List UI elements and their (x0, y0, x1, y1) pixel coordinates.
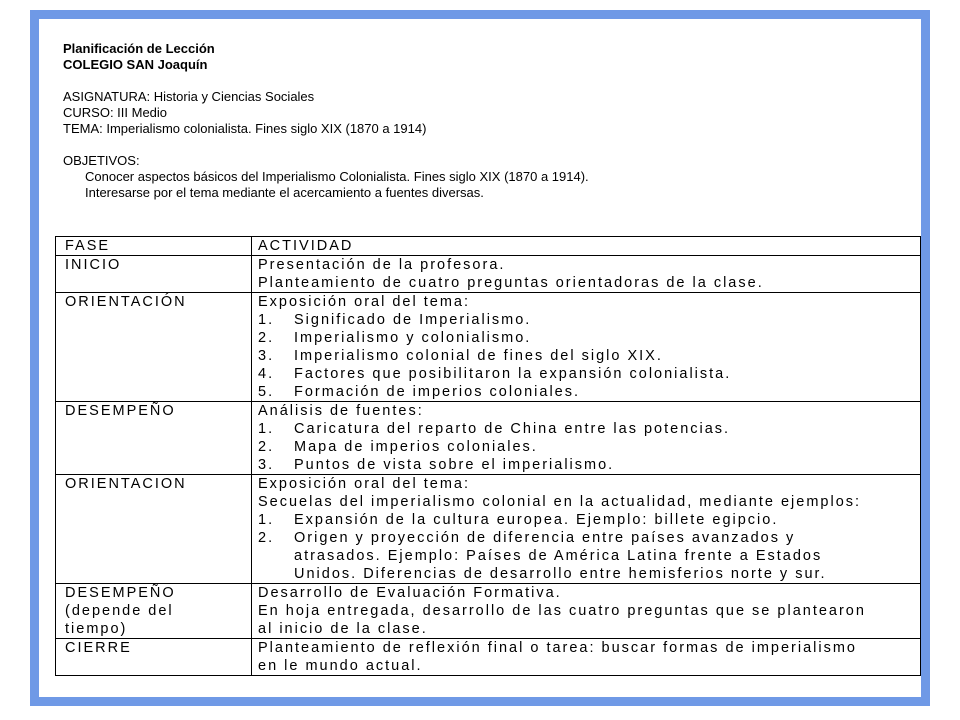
item-text: Origen y proyección de diferencia entre países avanzados y (294, 530, 796, 546)
activity-line: Presentación de la profesora. (258, 257, 506, 273)
item-text: Caricatura del reparto de China entre las potencias. (294, 421, 731, 437)
lesson-header (63, 41, 589, 201)
item-text: Significado de Imperialismo. (294, 312, 532, 328)
table-row (56, 293, 921, 402)
phase-label: CIERRE (65, 640, 132, 656)
item-number: 4. (258, 366, 275, 382)
table-row (56, 639, 921, 676)
activity-intro: Exposición oral del tema: (258, 294, 470, 310)
item-number: 3. (258, 348, 275, 364)
phase-cell (56, 402, 252, 475)
item-text: Puntos de vista sobre el imperialismo. (294, 457, 615, 473)
activity-line: Desarrollo de Evaluación Formativa. (258, 585, 562, 601)
list-item (258, 365, 914, 383)
activity-cell (252, 584, 921, 639)
phase-cell (56, 293, 252, 402)
phase-cell (56, 256, 252, 293)
item-text: Formación de imperios coloniales. (294, 384, 581, 400)
list-item (258, 529, 914, 547)
item-number: 3. (258, 457, 275, 473)
item-number: 1. (258, 312, 275, 328)
list-item (258, 438, 914, 456)
activity-cell (252, 293, 921, 402)
activity-line: Planteamiento de reflexión final o tarea: buscar formas de imperialismo (258, 640, 857, 656)
item-text: Imperialismo y colonialismo. (294, 330, 532, 346)
phase-label: DESEMPEÑO (65, 403, 176, 419)
table-row (56, 584, 921, 639)
table-row (56, 475, 921, 584)
item-text: Expansión de la cultura europea. Ejemplo: billete egipcio. (294, 512, 779, 528)
item-number: 5. (258, 384, 275, 400)
subject-line: ASIGNATURA: Historia y Ciencias Sociales (63, 89, 315, 104)
list-item (258, 347, 914, 365)
phase-label: DESEMPEÑO (65, 585, 176, 601)
phase-label: ORIENTACION (65, 476, 187, 492)
activity-line: Planteamiento de cuatro preguntas orientadoras de la clase. (258, 275, 764, 291)
phase-cell (56, 584, 252, 639)
item-text: Factores que posibilitaron la expansión colonialista. (294, 366, 732, 382)
column-header-actividad: ACTIVIDAD (252, 237, 921, 256)
table-row (56, 402, 921, 475)
list-item (258, 420, 914, 438)
objective-item: Interesarse por el tema mediante el acercamiento a fuentes diversas. (85, 185, 484, 200)
activity-intro: Exposición oral del tema: (258, 476, 470, 492)
activity-line: en le mundo actual. (258, 658, 423, 674)
item-text: Imperialismo colonial de fines del siglo XIX. (294, 348, 663, 364)
activity-cell (252, 475, 921, 584)
phase-label: INICIO (65, 257, 122, 273)
lesson-plan-table (55, 236, 921, 676)
objective-item: Conocer aspectos básicos del Imperialismo Colonialista. Fines siglo XIX (1870 a 1914). (85, 169, 589, 184)
activity-intro: Análisis de fuentes: (258, 403, 424, 419)
list-item (258, 311, 914, 329)
list-item (258, 511, 914, 529)
list-item (258, 329, 914, 347)
objectives-label: OBJETIVOS: (63, 153, 140, 168)
activity-cell (252, 256, 921, 293)
list-item (258, 456, 914, 474)
item-text: Mapa de imperios coloniales. (294, 439, 538, 455)
column-header-fase: FASE (56, 237, 252, 256)
school-name: COLEGIO SAN Joaquín (63, 57, 208, 72)
list-item-continuation: Unidos. Diferencias de desarrollo entre hemisferios norte y sur. (294, 566, 827, 582)
list-item (258, 383, 914, 401)
phase-label: ORIENTACIÓN (65, 294, 187, 310)
phase-cell (56, 475, 252, 584)
activity-intro: Secuelas del imperialismo colonial en la actualidad, mediante ejemplos: (258, 494, 862, 510)
course-line: CURSO: III Medio (63, 105, 168, 120)
item-number: 2. (258, 530, 275, 546)
phase-cell (56, 639, 252, 676)
slide-frame (30, 10, 930, 706)
table-header-row (56, 237, 921, 256)
phase-note: (depende del (65, 603, 174, 619)
item-number: 2. (258, 439, 275, 455)
item-number: 2. (258, 330, 275, 346)
lesson-title: Planificación de Lección (63, 41, 215, 56)
list-item-continuation: atrasados. Ejemplo: Países de América Latina frente a Estados (294, 548, 823, 564)
activity-line: al inicio de la clase. (258, 621, 428, 637)
item-number: 1. (258, 421, 275, 437)
item-number: 1. (258, 512, 275, 528)
topic-line: TEMA: Imperialismo colonialista. Fines siglo XIX (1870 a 1914) (63, 121, 427, 136)
phase-note: tiempo) (65, 621, 128, 637)
activity-cell (252, 402, 921, 475)
activity-cell (252, 639, 921, 676)
table-row (56, 256, 921, 293)
activity-line: En hoja entregada, desarrollo de las cuatro preguntas que se plantearon (258, 603, 866, 619)
